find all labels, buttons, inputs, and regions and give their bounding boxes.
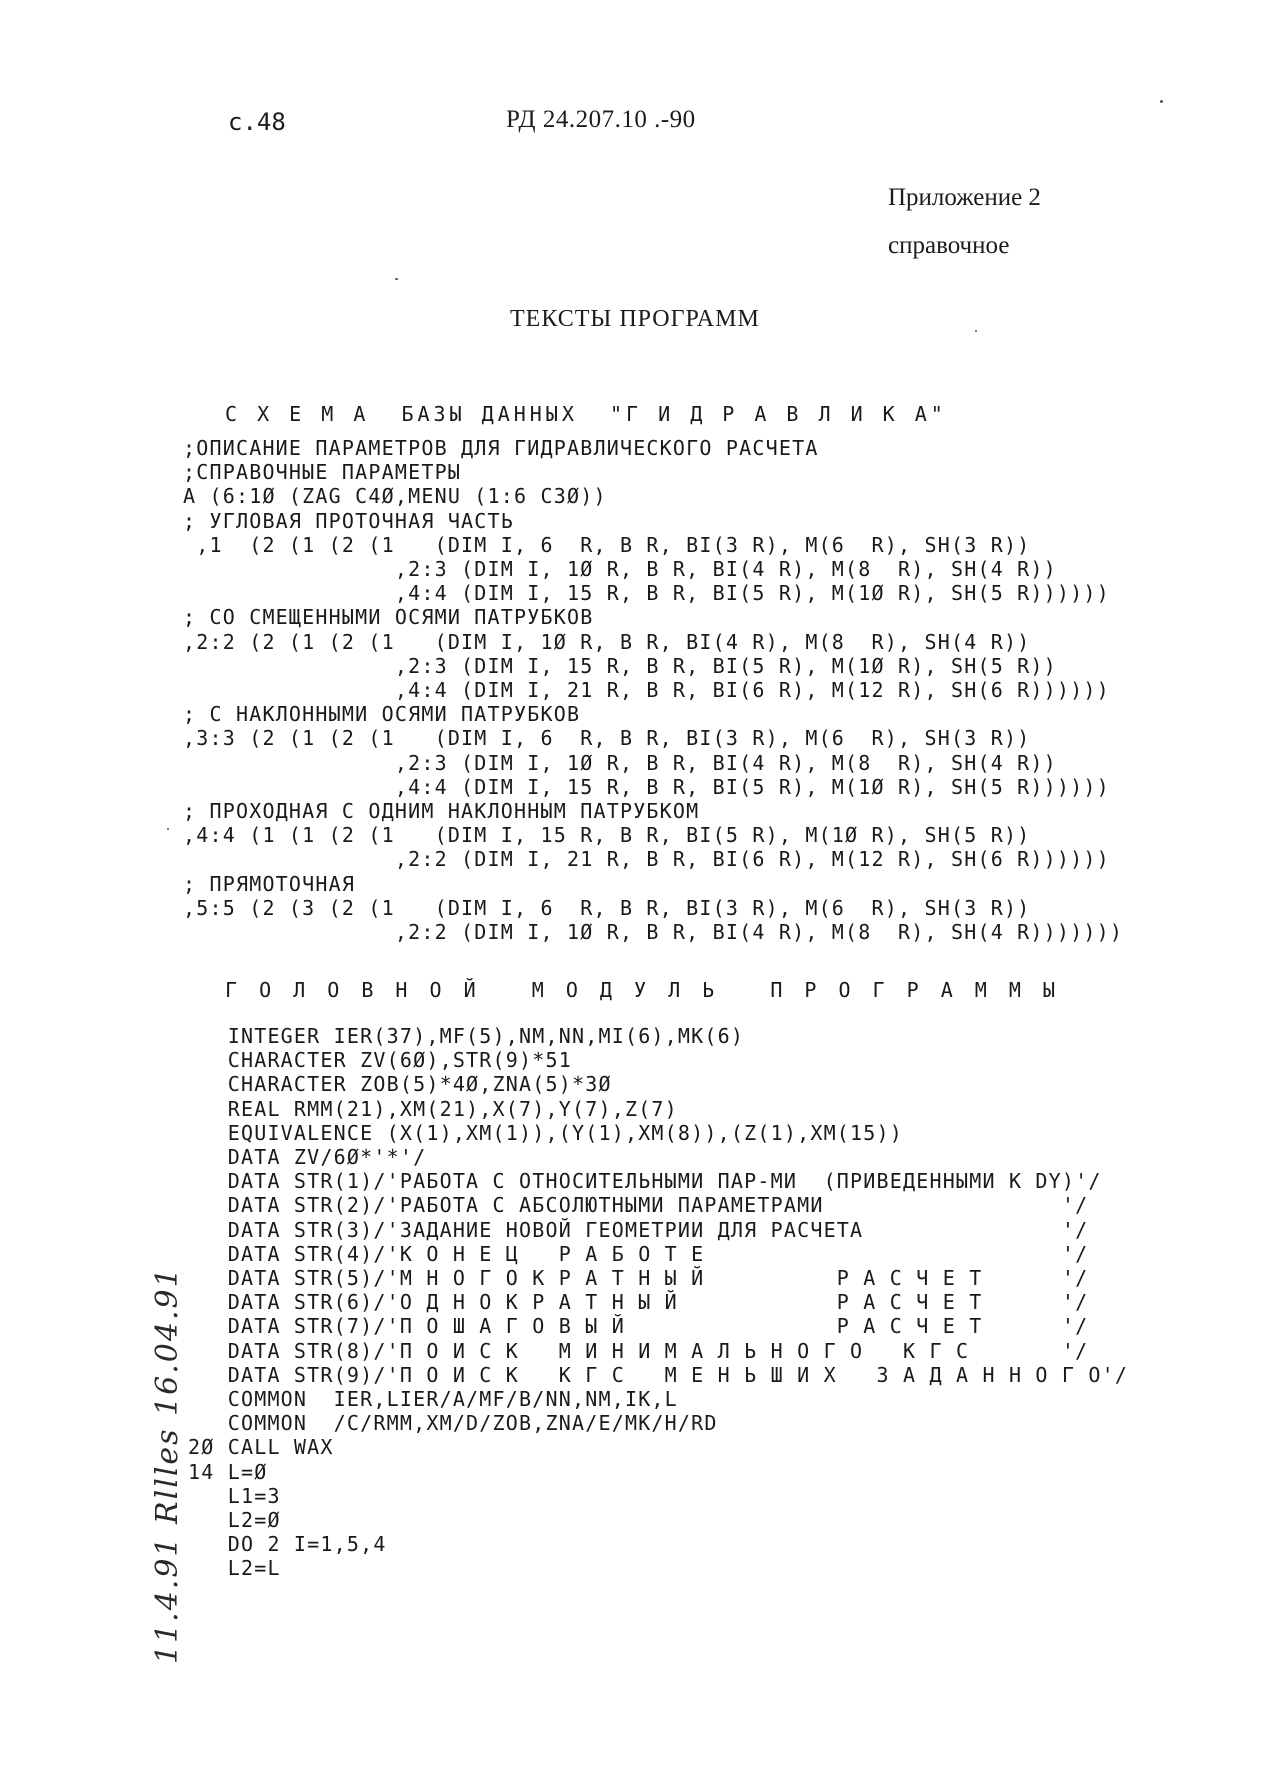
schema-code-line: ; ПРЯМОТОЧНАЯ — [183, 871, 356, 896]
module-code-line: DO 2 I=1,5,4 — [188, 1532, 387, 1557]
module-code-line: CHARACTER ZOB(5)*4Ø,ZNA(5)*3Ø — [188, 1072, 612, 1097]
scan-speck — [395, 278, 398, 280]
module-code-line: COMMON IER,LIER/A/MF/B/NN,NM,IK,L — [188, 1387, 678, 1412]
schema-code-line: ,4:4 (DIM I, 15 R, B R, BI(5 R), M(1Ø R), SH(5 R)))))) — [183, 774, 1110, 799]
module-code-line: DATA STR(8)/'П О И С К М И Н И М А Л Ь Н О Г О К Г С '/ — [188, 1338, 1089, 1363]
schema-code-line: ,4:4 (1 (1 (2 (1 (DIM I, 15 R, B R, BI(5 R), M(1Ø R), SH(5 R)) — [183, 823, 1031, 848]
schema-code-line: ,1 (2 (1 (2 (1 (DIM I, 6 R, B R, BI(3 R), M(6 R), SH(3 R)) — [183, 532, 1031, 557]
schema-code-line: ;СПРАВОЧНЫЕ ПАРАМЕТРЫ — [183, 460, 462, 485]
schema-code-line: ,2:2 (2 (1 (2 (1 (DIM I, 1Ø R, B R, BI(4 R), M(8 R), SH(4 R)) — [183, 629, 1031, 654]
section-title: ТЕКСТЫ ПРОГРАММ — [510, 306, 760, 332]
module-code-block — [188, 1024, 1128, 1581]
module-code-line: L2=Ø — [188, 1508, 281, 1533]
schema-code-line: ,2:3 (DIM I, 1Ø R, B R, BI(4 R), M(8 R), SH(4 R)) — [183, 557, 1057, 582]
schema-code-block — [183, 436, 1123, 944]
schema-code-line: ; С НАКЛОННЫМИ ОСЯМИ ПАТРУБКОВ — [183, 702, 581, 727]
scan-speck — [975, 330, 977, 332]
schema-code-line: ,2:3 (DIM I, 15 R, B R, BI(5 R), M(1Ø R), SH(5 R)) — [183, 653, 1057, 678]
module-code-line: INTEGER IER(37),MF(5),NM,NN,MI(6),MK(6) — [188, 1024, 745, 1048]
module-code-line: L2=L — [188, 1556, 281, 1581]
appendix-note: справочное — [888, 232, 1010, 259]
module-code-line: COMMON /C/RMM,XM/D/ZOB,ZNA/E/MK/H/RD — [188, 1411, 718, 1436]
module-code-line: DATA STR(1)/'РАБОТА С ОТНОСИТЕЛЬНЫМИ ПАР-МИ (ПРИВЕДЕННЫМИ К DY)'/ — [188, 1169, 1102, 1194]
schema-code-line: ; ПРОХОДНАЯ С ОДНИМ НАКЛОННЫМ ПАТРУБКОМ — [183, 799, 700, 824]
schema-code-line: ,2:2 (DIM I, 21 R, B R, BI(6 R), M(12 R), SH(6 R)))))) — [183, 847, 1110, 872]
module-code-line: DATA STR(3)/'ЗАДАНИЕ НОВОЙ ГЕОМЕТРИИ ДЛЯ РАСЧЕТА '/ — [188, 1217, 1089, 1242]
module-code-line: DATA STR(6)/'О Д Н О К Р А Т Н Ы Й Р А С Ч Е Т '/ — [188, 1290, 1089, 1315]
schema-code-line: ; СО СМЕЩЕННЫМИ ОСЯМИ ПАТРУБКОВ — [183, 605, 594, 630]
schema-code-line: ,4:4 (DIM I, 21 R, B R, BI(6 R), M(12 R), SH(6 R)))))) — [183, 678, 1110, 703]
module-code-line: EQUIVALENCE (X(1),XM(1)),(Y(1),XM(8)),(Z(1),XM(15)) — [188, 1120, 904, 1145]
module-code-line: DATA STR(5)/'М Н О Г О К Р А Т Н Ы Й Р А С Ч Е Т '/ — [188, 1266, 1089, 1291]
module-heading: Г О Л О В Н О Й М О Д У Л Ь П Р О Г Р А М М Ы — [225, 978, 1061, 1002]
module-code-line: L1=3 — [188, 1483, 281, 1508]
document-code: РД 24.207.10 .-90 — [506, 106, 696, 133]
module-code-line: DATA ZV/6Ø*'*'/ — [188, 1145, 427, 1170]
scan-speck — [167, 828, 169, 830]
schema-code-line: ,2:3 (DIM I, 1Ø R, B R, BI(4 R), M(8 R), SH(4 R)) — [183, 750, 1057, 775]
schema-code-line: ,2:2 (DIM I, 1Ø R, B R, BI(4 R), M(8 R), SH(4 R))))))) — [183, 920, 1124, 945]
module-code-line: DATA STR(2)/'РАБОТА С АБСОЛЮТНЫМИ ПАРАМЕТРАМИ '/ — [188, 1193, 1089, 1218]
module-code-line: 14 L=Ø — [188, 1459, 268, 1484]
module-code-line: DATA STR(4)/'К О Н Е Ц Р А Б О Т Е '/ — [188, 1241, 1089, 1266]
module-code-line: DATA STR(7)/'П О Ш А Г О В Ы Й Р А С Ч Е Т '/ — [188, 1314, 1089, 1339]
module-code-line: CHARACTER ZV(6Ø),STR(9)*51 — [188, 1048, 572, 1073]
appendix-title: Приложение 2 — [888, 184, 1041, 211]
schema-heading: С Х Е М А БАЗЫ ДАННЫХ "Г И Д Р А В Л И К А" — [225, 402, 947, 426]
scan-speck — [1160, 100, 1163, 103]
schema-code-line: ,4:4 (DIM I, 15 R, B R, BI(5 R), M(1Ø R), SH(5 R)))))) — [183, 581, 1110, 606]
schema-code-line: A (6:1Ø (ZAG C4Ø,MENU (1:6 C3Ø)) — [183, 484, 607, 509]
page-number: с.48 — [228, 108, 286, 136]
module-code-line: DATA STR(9)/'П О И С К К Г С М Е Н Ь Ш И Х З А Д А Н Н О Г О'/ — [188, 1362, 1129, 1387]
schema-code-line: ;ОПИСАНИЕ ПАРАМЕТРОВ ДЛЯ ГИДРАВЛИЧЕСКОГО РАСЧЕТА — [183, 436, 819, 460]
module-code-line: REAL RMM(21),XM(21),X(7),Y(7),Z(7) — [188, 1096, 678, 1121]
schema-code-line: ; УГЛОВАЯ ПРОТОЧНАЯ ЧАСТЬ — [183, 508, 515, 533]
schema-code-line: ,5:5 (2 (3 (2 (1 (DIM I, 6 R, B R, BI(3 R), M(6 R), SH(3 R)) — [183, 895, 1031, 920]
handwritten-margin-note: 11.4.91 Rllles 16.04.91 — [150, 1266, 185, 1664]
module-code-line: 2Ø CALL WAX — [188, 1435, 334, 1460]
schema-code-line: ,3:3 (2 (1 (2 (1 (DIM I, 6 R, B R, BI(3 R), M(6 R), SH(3 R)) — [183, 726, 1031, 751]
